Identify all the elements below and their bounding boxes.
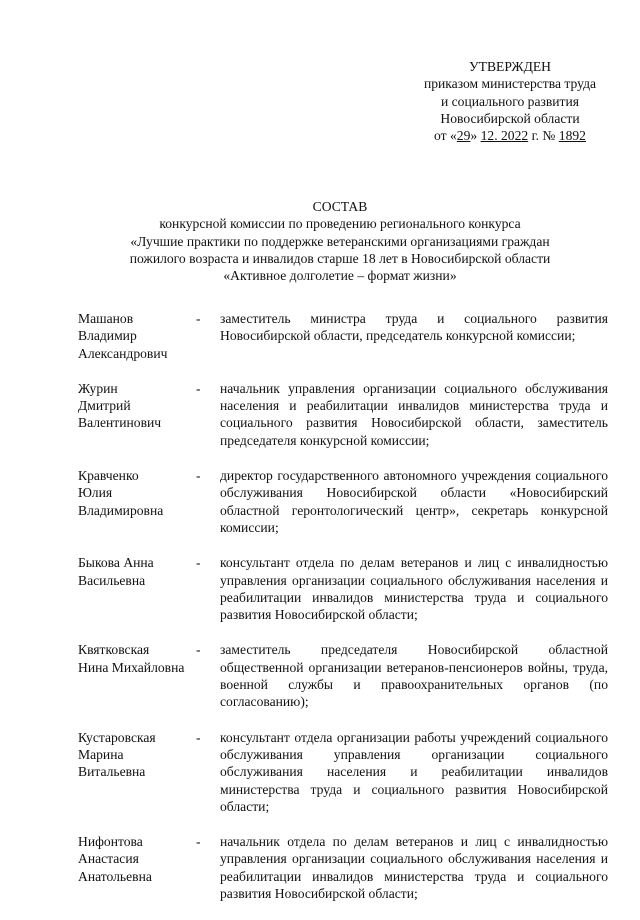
member-description: директор государственного автономного учреждения социального обслуживания Новосибирской области «Новосибирский областной геронтологический центр», секретарь конкурсной комиссии;: [220, 468, 608, 535]
member-row: [78, 833, 608, 902]
dash: -: [196, 468, 201, 484]
dash: -: [196, 380, 201, 396]
member-first-name: Дмитрий: [78, 398, 131, 414]
member-description: консультант отдела по делам ветеранов и лиц с инвалидностью управления организации социального обслуживания населения и реабилитации инвалидов министерства труда и социального развития Новосибирской области;: [220, 555, 608, 623]
title-line: конкурсной комиссии по проведению регионального конкурса: [159, 216, 521, 232]
dash: -: [196, 642, 201, 658]
commission-members-list: [78, 310, 608, 920]
member-name: [78, 833, 196, 902]
member-first-name: Марина: [78, 746, 124, 762]
title-line: пожилого возраста и инвалидов старше 18 лет в Новосибирской области: [129, 250, 551, 266]
member-description: заместитель председателя Новосибирской областной общественной организации ветеранов-пенсионеров войны, труда, военной службы и правоохранительных органов (по согласованию);: [220, 642, 608, 710]
member-patronymic: Анатольевна: [78, 868, 152, 884]
member-description: начальник отдела по делам ветеранов и лиц с инвалидностью управления организации социального обслуживания населения и реабилитации инвалидов министерства труда и социального развития Новосибирской области;: [220, 834, 608, 902]
member-row: [78, 380, 608, 449]
date-suffix: г. №: [528, 128, 559, 144]
member-surname: Быкова Анна: [78, 555, 154, 571]
member-row: [78, 729, 608, 815]
member-name: [78, 380, 196, 449]
member-row: [78, 467, 608, 536]
member-surname: Журин: [78, 380, 118, 396]
title-line: «Активное долголетие – формат жизни»: [223, 268, 457, 284]
approval-line-2: и социального развития: [440, 93, 580, 109]
order-number: 1892: [558, 128, 586, 144]
member-surname: Машанов: [78, 311, 134, 326]
title-line: «Лучшие практики по поддержке ветеранскими организациями граждан: [130, 233, 550, 249]
member-name: [78, 467, 196, 536]
member-description: начальник управления организации социального обслуживания населения и реабилитации инвалидов министерства труда и социального развития Новосибирской области, заместитель председателя конкурсной комиссии;: [220, 380, 608, 448]
member-name: [78, 729, 196, 815]
dash: -: [196, 555, 201, 571]
member-surname: Кравченко: [78, 468, 139, 484]
dash: -: [196, 729, 201, 745]
member-row: [78, 641, 608, 710]
date-mid: »: [470, 128, 481, 144]
member-row: [78, 310, 608, 362]
date-month-year: 12. 2022: [480, 128, 529, 144]
member-description: заместитель министра труда и социального развития Новосибирской области, председатель конкурсной комиссии;: [220, 311, 608, 344]
member-patronymic: Витальевна: [78, 764, 146, 780]
approval-line-3: Новосибирской области: [440, 110, 580, 126]
member-description: консультант отдела организации работы учреждений социального обслуживания управления организации социального обслуживания населения и реабилитации инвалидов министерства труда и социального развития Новосибирской области;: [220, 729, 608, 814]
member-first-name: Анастасия: [78, 851, 139, 867]
title-block: [60, 198, 620, 284]
member-surname: Кустаровская: [78, 729, 156, 745]
member-first-name: Юлия: [78, 485, 113, 501]
member-name: [78, 641, 196, 710]
member-surname: Нифонтова: [78, 834, 143, 850]
member-patronymic: Валентинович: [78, 415, 162, 431]
date-prefix: от «: [434, 128, 457, 144]
member-first-name: Владимир: [78, 328, 137, 344]
member-patronymic: Александрович: [78, 345, 168, 361]
approval-date: [400, 127, 620, 144]
approval-heading: УТВЕРЖДЕН: [469, 59, 551, 74]
member-first-name: Нина Михайловна: [78, 659, 185, 675]
member-patronymic: Васильевна: [78, 572, 146, 588]
member-surname: Квятковская: [78, 642, 150, 658]
approval-block: [400, 58, 620, 144]
dash: -: [196, 834, 201, 850]
member-row: [78, 554, 608, 623]
member-name: [78, 554, 196, 623]
member-patronymic: Владимировна: [78, 502, 164, 518]
approval-line-1: приказом министерства труда: [423, 76, 597, 92]
dash: -: [196, 311, 201, 326]
date-day: 29: [456, 128, 471, 144]
document-heading: СОСТАВ: [312, 199, 368, 214]
member-name: [78, 310, 196, 362]
